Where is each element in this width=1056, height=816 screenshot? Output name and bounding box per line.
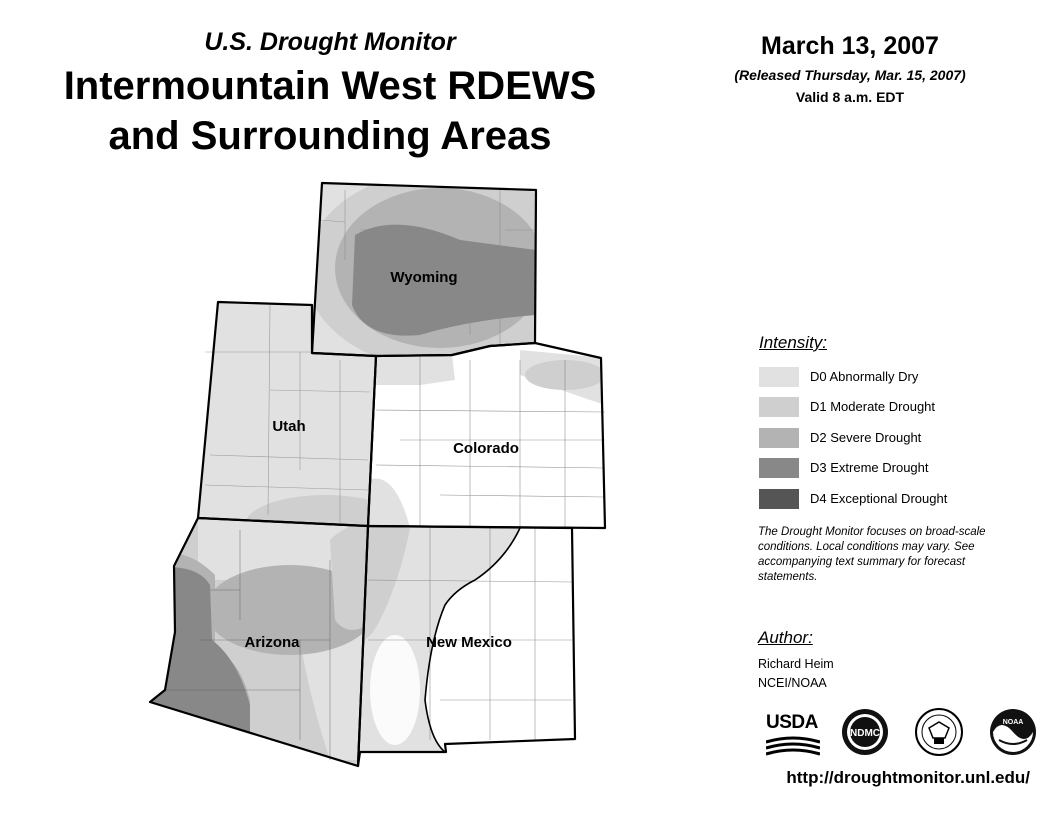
author-org: NCEI/NOAA: [758, 676, 827, 690]
disclaimer-note: The Drought Monitor focuses on broad-scale conditions. Local conditions may vary. See accompanying text summary for forecast statements.: [758, 526, 986, 583]
state-label-arizona: Arizona: [244, 634, 300, 651]
legend-swatch-d2: [759, 428, 799, 448]
legend-label-d3: D3 Extreme Drought: [810, 460, 929, 475]
state-label-colorado: Colorado: [453, 440, 519, 457]
map-subtitle: U.S. Drought Monitor: [204, 28, 456, 56]
map-date: March 13, 2007: [761, 32, 939, 60]
legend-label-d1: D1 Moderate Drought: [810, 399, 936, 414]
legend-label-d0: D0 Abnormally Dry: [810, 369, 919, 384]
author-heading: Author:: [758, 628, 813, 647]
legend-label-d2: D2 Severe Drought: [810, 430, 922, 445]
legend-swatch-d1: [759, 397, 799, 417]
state-label-utah: Utah: [272, 418, 306, 435]
colorado-drought-shading: [365, 340, 610, 535]
legend-swatch-d4: [759, 489, 799, 509]
drought-monitor-url[interactable]: http://droughtmonitor.unl.edu/: [786, 768, 1030, 787]
noaa-logo[interactable]: [989, 708, 1037, 756]
usda-logo-text: USDA: [766, 712, 818, 733]
ndmc-logo-text: NDMC: [850, 728, 880, 739]
legend-title: Intensity:: [759, 333, 828, 352]
map-title-line1: Intermountain West RDEWS: [63, 64, 597, 108]
noaa-logo-text: NOAA: [1002, 719, 1024, 726]
map-title-line2: and Surrounding Areas: [108, 114, 552, 158]
release-date: (Released Thursday, Mar. 15, 2007): [734, 67, 966, 83]
usda-hills-icon: [766, 736, 820, 758]
legend-label-d4: D4 Exceptional Drought: [810, 491, 948, 506]
legend-swatch-d3: [759, 458, 799, 478]
ndmc-logo[interactable]: [841, 708, 889, 756]
state-label-wyoming: Wyoming: [390, 269, 458, 286]
legend-swatch-d0: [759, 367, 799, 387]
state-label-new-mexico: New Mexico: [426, 634, 512, 651]
department-of-commerce-seal-icon[interactable]: [915, 708, 963, 756]
valid-time: Valid 8 a.m. EDT: [795, 89, 905, 105]
author-name: Richard Heim: [758, 657, 834, 671]
usda-logo[interactable]: [766, 708, 818, 733]
